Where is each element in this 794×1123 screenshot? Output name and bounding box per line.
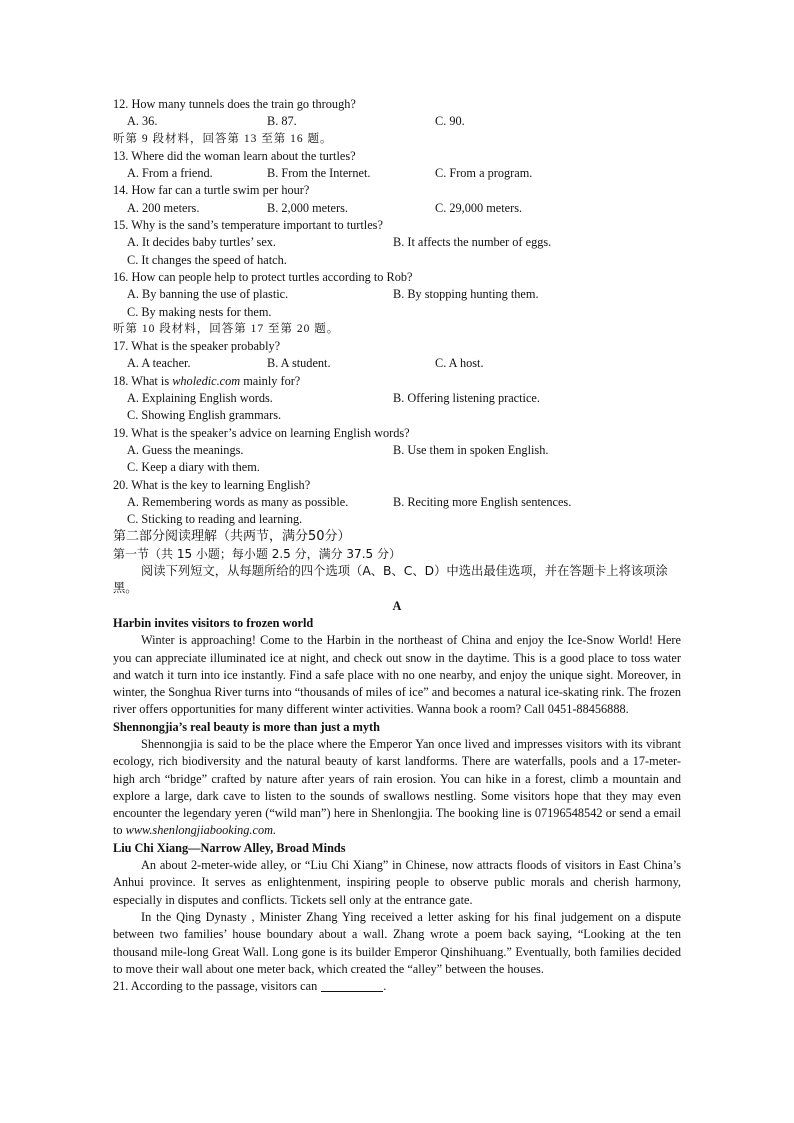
exam-page <box>113 96 681 995</box>
q18-stem-pre: 18. What is <box>113 373 173 388</box>
part-two-heading: 第二部分阅读理解（共两节，满分50分） <box>113 529 351 545</box>
q14-options <box>113 200 681 217</box>
section-9-heading: 听第 9 段材料，回答第 13 至第 16 题。 <box>113 132 333 145</box>
q16-stem: 16. How can people help to protect turtles according to Rob? <box>113 269 413 284</box>
q19-stem: 19. What is the speaker’s advice on learning English words? <box>113 425 410 440</box>
q18-option-c: C. Showing English grammars. <box>127 408 282 423</box>
section-10-heading: 听第 10 段材料，回答第 17 至第 20 题。 <box>113 322 340 335</box>
q21-stem: 21. According to the passage, visitors can . <box>113 979 387 994</box>
q16-option-b: B. By stopping hunting them. <box>393 287 539 302</box>
q18-option-a: A. Explaining English words. <box>127 391 273 406</box>
passage-letter: A <box>392 598 402 613</box>
q14-option-c: C. 29,000 meters. <box>435 200 523 215</box>
q20-options-row2 <box>113 511 681 528</box>
passage-1-body: Winter is approaching! Come to the Harbin in the northeast of China and enjoy the Ice-Snow World! Here you can appreciate illuminated ice at night, and check out snow in the daytime. This is a good place to toss water and watch it turn into ice instantly. Find a safe place with no one nearby, and enjoy the unique sight. Moreover, in winter, the Songhua River turns into “thousands of miles of ice” and becomes a natural ice-skating rink. The frozen river offers opportunities for many different winter activities. Wanna book a room? Call 0451-88456888. <box>113 633 681 717</box>
answer-blank <box>321 979 383 992</box>
q21-stem-text: 21. According to the passage, visitors can <box>113 979 318 994</box>
q13-option-b: B. From the Internet. <box>267 166 371 181</box>
section-one-heading: 第一节（共 15 小题；每小题 2.5 分，满分 37.5 分） <box>113 546 401 561</box>
q19-option-b: B. Use them in spoken English. <box>393 442 549 457</box>
q15-option-b: B. It affects the number of eggs. <box>393 235 552 250</box>
q19-options-row1 <box>113 442 681 459</box>
q13-option-a: A. From a friend. <box>127 166 213 181</box>
q17-options <box>113 355 681 372</box>
passage-3-title: Liu Chi Xiang—Narrow Alley, Broad Minds <box>113 840 346 855</box>
q15-options-row2 <box>113 252 681 269</box>
passage-2-text: Shennongjia is said to be the place where the Emperor Yan once lived and impresses visitors with its vibrant ecology, rich biodiversity and the natural beauty of karst landforms. There are waterfalls, pools and a 17-meter-high arch “bridge” crafted by nature after years of rain erosion. You can hike in a forest, climb a mountain and explore a large, dark cave to listen to the sounds of swallows nestling. Some visitors hope that they may even encounter the legendary yeren (“wild man”) here in Shenlongjia. The booking line is 07196548542 or send a email to <box>113 736 681 838</box>
q19-option-a: A. Guess the meanings. <box>127 442 244 457</box>
reading-instruction: 阅读下列短文，从每题所给的四个选项（A、B、C、D）中选出最佳选项，并在答题卡上将该项涂黑。 <box>113 564 668 596</box>
q20-option-b: B. Reciting more English sentences. <box>393 494 572 509</box>
q16-options-row1 <box>113 286 681 303</box>
q15-options-row1 <box>113 234 681 251</box>
q17-option-c: C. A host. <box>435 356 484 371</box>
q15-option-a: A. It decides baby turtles’ sex. <box>127 235 276 250</box>
q18-option-b: B. Offering listening practice. <box>393 391 540 406</box>
q16-option-c: C. By making nests for them. <box>127 304 272 319</box>
passage-2-body <box>113 736 681 840</box>
q12-options <box>113 113 681 130</box>
q13-stem: 13. Where did the woman learn about the turtles? <box>113 148 356 163</box>
q18-stem <box>113 373 681 390</box>
q12-option-b: B. 87. <box>267 114 297 129</box>
q19-option-c: C. Keep a diary with them. <box>127 460 260 475</box>
q17-option-b: B. A student. <box>267 356 331 371</box>
q18-options-row1 <box>113 390 681 407</box>
passage-2-email: www.shenlongjiabooking.com. <box>125 823 277 838</box>
q20-options-row1 <box>113 494 681 511</box>
q20-stem: 20. What is the key to learning English? <box>113 477 311 492</box>
q14-stem: 14. How far can a turtle swim per hour? <box>113 183 310 198</box>
passage-3-body-1: An about 2-meter-wide alley, or “Liu Chi Xiang” in Chinese, now attracts floods of visitors in East China’s Anhui province. It serves as enlightenment, inspiring people to observe public morals and cherish harmony, especially in disputes and conflicts. Tickets sell only at the entrance gate. <box>113 858 681 907</box>
q20-option-a: A. Remembering words as many as possible. <box>127 494 349 509</box>
passage-3-body-2: In the Qing Dynasty , Minister Zhang Ying received a letter asking for his final judgement on a dispute between two families’ house boundary about a wall. Zhang wrote a poem back saying, “Looking at the ten thousand mile-long Great Wall. Long gone is its builder Emperor Qinshihuang.” Eventually, both families decided to move their wall about one meter back, which created the “alley” between the houses. <box>113 909 681 976</box>
passage-1-title: Harbin invites visitors to frozen world <box>113 615 314 630</box>
q15-option-c: C. It changes the speed of hatch. <box>127 252 287 267</box>
q16-options-row2 <box>113 304 681 321</box>
q19-options-row2 <box>113 459 681 476</box>
q14-option-a: A. 200 meters. <box>127 200 200 215</box>
passage-2-title: Shennongjia’s real beauty is more than just a myth <box>113 719 380 734</box>
q13-option-c: C. From a program. <box>435 166 533 181</box>
q18-options-row2 <box>113 407 681 424</box>
q20-option-c: C. Sticking to reading and learning. <box>127 512 303 527</box>
q13-options <box>113 165 681 182</box>
q17-option-a: A. A teacher. <box>127 356 191 371</box>
q17-stem: 17. What is the speaker probably? <box>113 339 281 354</box>
q18-stem-post: mainly for? <box>240 373 301 388</box>
q14-option-b: B. 2,000 meters. <box>267 200 348 215</box>
q16-option-a: A. By banning the use of plastic. <box>127 287 289 302</box>
q12-option-a: A. 36. <box>127 114 158 129</box>
q12-stem: 12. How many tunnels does the train go through? <box>113 97 356 111</box>
q18-site-name: wholedic.com <box>172 373 241 388</box>
q12-option-c: C. 90. <box>435 114 465 129</box>
q15-stem: 15. Why is the sand’s temperature important to turtles? <box>113 218 383 233</box>
